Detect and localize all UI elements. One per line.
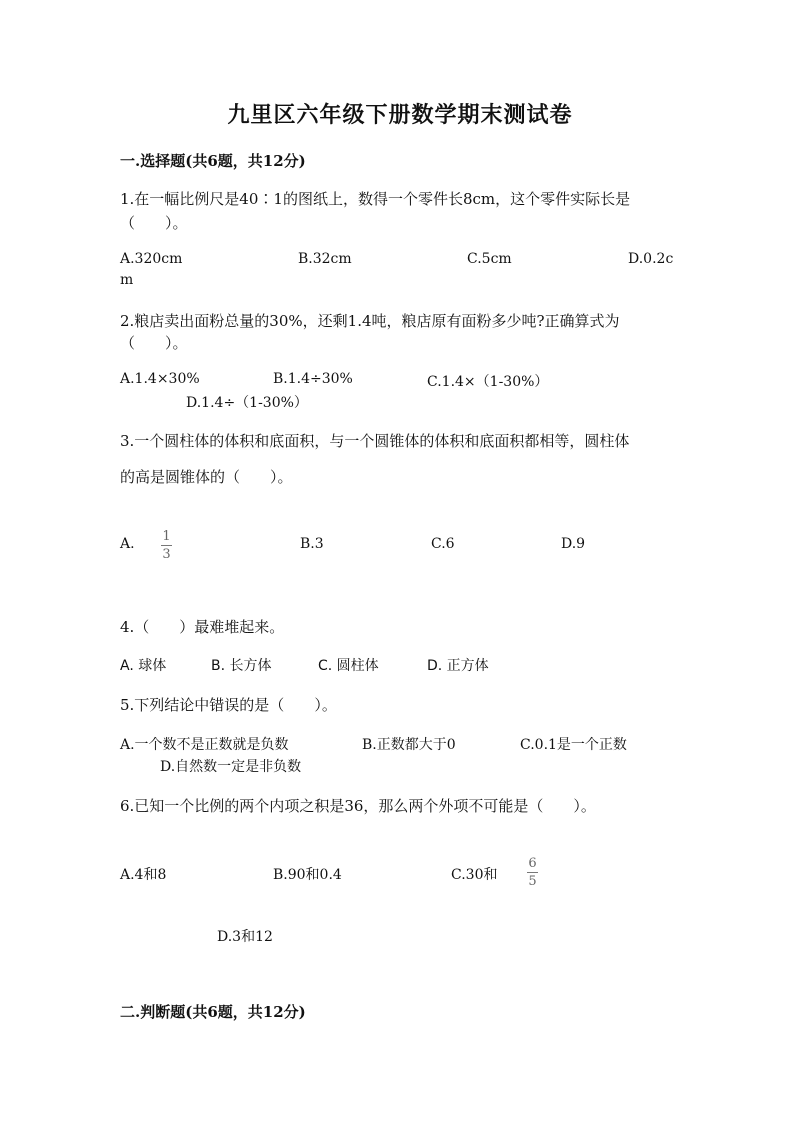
question-1-option-d: D.0.2c <box>628 251 674 267</box>
question-5-option-d: D.自然数一定是非负数 <box>160 759 302 775</box>
question-6-option-a: A.4和8 <box>120 867 167 883</box>
fraction-denominator: 5 <box>528 874 537 889</box>
question-1-option-b: B.32cm <box>298 251 352 267</box>
question-4-option-c: C. 圆柱体 <box>318 658 379 674</box>
question-3-option-a-fraction <box>161 530 172 561</box>
fraction-numerator: 1 <box>162 529 171 544</box>
question-3-option-c: C.6 <box>431 536 455 552</box>
question-4-option-a: A. 球体 <box>120 658 167 674</box>
question-2-option-c: C.1.4×（1-30%） <box>427 374 549 390</box>
question-3-option-b: B.3 <box>300 536 324 552</box>
section-heading-choice: 一.选择题(共6题，共12分) <box>120 152 306 170</box>
fraction-numerator: 6 <box>528 856 537 871</box>
question-1-option-c: C.5cm <box>467 251 512 267</box>
question-3-option-d: D.9 <box>561 536 586 552</box>
question-3-stem-cont: 的高是圆锥体的（ ）。 <box>120 468 293 486</box>
question-6-option-d: D.3和12 <box>217 929 273 945</box>
question-2-option-d: D.1.4÷（1-30%） <box>186 395 308 411</box>
question-6-stem: 6.已知一个比例的两个内项之积是36，那么两个外项不可能是（ ）。 <box>120 797 596 815</box>
fraction-bar <box>527 872 538 873</box>
question-2-option-a: A.1.4×30% <box>120 371 200 387</box>
question-5-option-a: A.一个数不是正数就是负数 <box>120 737 289 753</box>
question-3-option-a-label: A. <box>120 536 135 552</box>
question-4-stem: 4.（ ）最难堆起来。 <box>120 618 285 636</box>
question-4-option-b: B. 长方体 <box>211 658 272 674</box>
question-3-stem: 3.一个圆柱体的体积和底面积，与一个圆锥体的体积和底面积都相等，圆柱体 <box>120 432 630 450</box>
section-heading-judgment: 二.判断题(共6题，共12分) <box>120 1003 306 1021</box>
question-1-option-d-wrap: m <box>120 272 134 288</box>
question-1-option-a: A.320cm <box>120 251 183 267</box>
question-6-option-b: B.90和0.4 <box>273 867 342 883</box>
question-2-stem: 2.粮店卖出面粉总量的30%，还剩1.4吨，粮店原有面粉多少吨?正确算式为 <box>120 312 620 330</box>
fraction-bar <box>161 545 172 546</box>
question-6-option-c-fraction <box>527 857 538 888</box>
question-5-option-c: C.0.1是一个正数 <box>520 737 627 753</box>
question-4-option-d: D. 正方体 <box>427 658 489 674</box>
question-2-option-b: B.1.4÷30% <box>273 371 353 387</box>
question-6-option-c-label: C.30和 <box>451 867 498 883</box>
question-1-stem: 1.在一幅比例尺是40∶1的图纸上，数得一个零件长8cm，这个零件实际长是 <box>120 190 631 208</box>
page-title: 九里区六年级下册数学期末测试卷 <box>227 102 573 128</box>
question-5-option-b: B.正数都大于0 <box>362 737 456 753</box>
question-2-stem-cont: （ ）。 <box>120 334 188 352</box>
question-1-stem-cont: （ ）。 <box>120 214 188 232</box>
question-5-stem: 5.下列结论中错误的是（ ）。 <box>120 696 337 714</box>
fraction-denominator: 3 <box>162 547 171 562</box>
